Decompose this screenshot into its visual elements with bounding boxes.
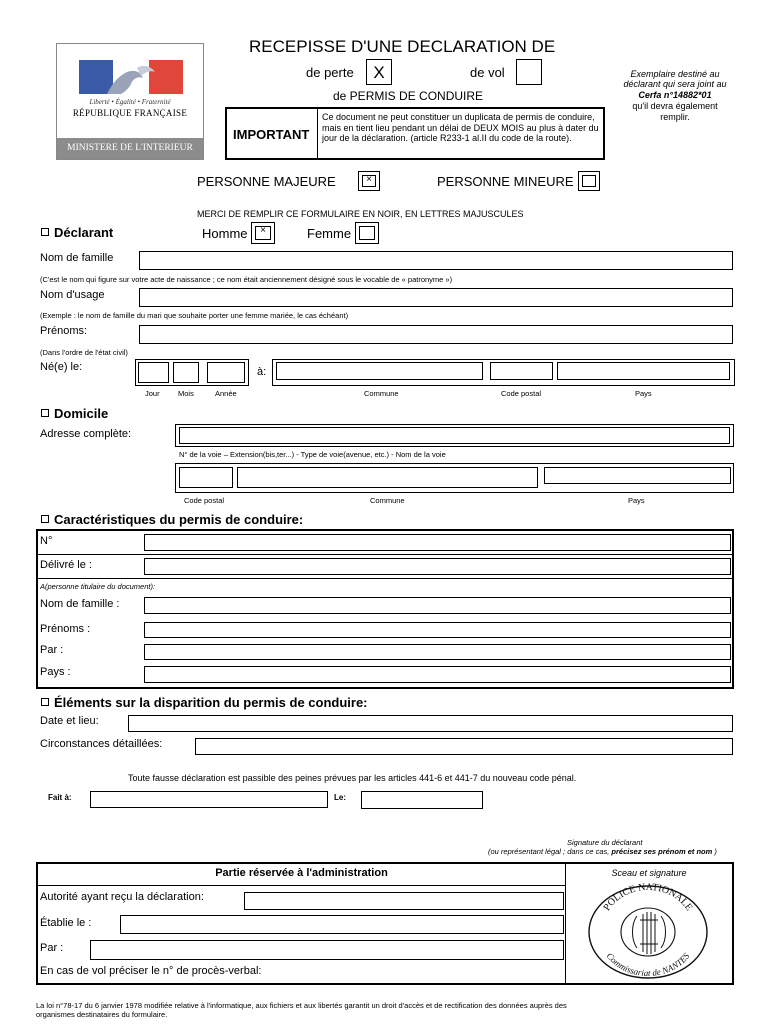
- le-field[interactable]: [361, 791, 483, 809]
- nom-famille-label: Nom de famille: [40, 252, 114, 264]
- permis-pays-field[interactable]: [144, 666, 731, 683]
- mineure-checkbox[interactable]: [578, 171, 600, 191]
- admin-heading: Partie réservée à l'administration: [215, 867, 388, 879]
- autorite-label: Autorité ayant reçu la déclaration:: [40, 891, 204, 903]
- femme-label: Femme: [307, 226, 352, 241]
- vol-checkbox[interactable]: [516, 59, 542, 85]
- annee-caption: Année: [215, 389, 237, 398]
- page-title: RECEPISSE D'UNE DECLARATION DE: [249, 37, 556, 56]
- birth-pays-field[interactable]: [557, 362, 730, 380]
- birth-commune-field[interactable]: [276, 362, 483, 380]
- voie-note: N° de la voie – Extension(bis,ter...) - Type de voie(avenue, etc.) - Nom de la voie: [179, 450, 446, 459]
- disparition-bullet-icon: [41, 698, 49, 706]
- declarant-bullet-icon: [41, 228, 49, 236]
- domicile-pays-field[interactable]: [544, 467, 731, 484]
- pv-label: En cas de vol préciser le n° de procès-verbal:: [40, 965, 262, 977]
- domicile-heading: Domicile: [54, 406, 109, 421]
- permis-numero-label: N°: [40, 535, 53, 547]
- etablie-label: Établie le :: [40, 917, 92, 929]
- permis-prenoms-field[interactable]: [144, 622, 731, 638]
- fait-a-label: Fait à:: [48, 793, 72, 802]
- domicile-commune-field[interactable]: [237, 467, 538, 488]
- signature-line2-bold: précisez ses prénom et nom: [611, 847, 713, 856]
- note-line4: qu'il devra également: [632, 101, 718, 111]
- nom-famille-field[interactable]: [139, 251, 733, 270]
- logo-ministry-band: [57, 138, 203, 159]
- birth-month-field[interactable]: [173, 362, 199, 383]
- signature-line2-suffix: ): [714, 847, 717, 856]
- subtitle: de PERMIS DE CONDUIRE: [333, 89, 484, 103]
- ne-le-label: Né(e) le:: [40, 361, 83, 373]
- perte-checkbox[interactable]: [366, 59, 392, 85]
- marianne-flag-icon: [79, 60, 183, 94]
- mineure-label: PERSONNE MINEURE: [437, 174, 574, 189]
- homme-checkbox[interactable]: ×: [251, 222, 275, 244]
- homme-label: Homme: [202, 226, 248, 241]
- domicile-pays-caption: Pays: [628, 496, 645, 505]
- nom-usage-label: Nom d'usage: [40, 289, 105, 301]
- domicile-bullet-icon: [41, 409, 49, 417]
- stamp-inner-ring: [621, 908, 675, 956]
- prenoms-note: (Dans l'ordre de l'état civil): [40, 348, 128, 357]
- perte-label: de perte: [306, 65, 354, 80]
- domicile-commune-caption: Commune: [370, 496, 405, 505]
- footer-line2: organismes destinataires du formulaire.: [36, 1010, 168, 1019]
- circonstances-field[interactable]: [195, 738, 733, 755]
- stamp-outer-ring: [589, 886, 707, 978]
- instructions: MERCI DE REMPLIR CE FORMULAIRE EN NOIR, EN LETTRES MAJUSCULES: [197, 209, 524, 219]
- date-lieu-field[interactable]: [128, 715, 733, 732]
- warning-text: Toute fausse déclaration est passible des peines prévues par les articles 441-6 et 441-7 du nouveau code pénal.: [128, 773, 577, 783]
- note-line3: Cerfa n°14882*01: [638, 90, 712, 100]
- logo-republic: RÉPUBLIQUE FRANÇAISE: [72, 108, 188, 118]
- important-box: [225, 107, 605, 160]
- permis-bullet-icon: [41, 515, 49, 523]
- ministry-logo: [56, 43, 204, 160]
- note-line1: Exemplaire destiné au: [630, 69, 720, 79]
- admin-par-field[interactable]: [90, 940, 564, 960]
- date-lieu-label: Date et lieu:: [40, 715, 99, 727]
- delivre-label: Délivré le :: [40, 559, 92, 571]
- seal-heading: Sceau et signature: [611, 868, 687, 878]
- logo-motto: Liberté • Égalité • Fraternité: [89, 98, 171, 106]
- le-label: Le:: [334, 793, 346, 802]
- nom-usage-note: (Exemple : le nom de famille du mari que souhaite porter une femme mariée, le cas échéant): [40, 311, 349, 320]
- fait-a-field[interactable]: [90, 791, 328, 808]
- permis-numero-field[interactable]: [144, 534, 731, 551]
- birth-code-postal-field[interactable]: [490, 362, 553, 380]
- important-label: IMPORTANT: [233, 127, 310, 142]
- mois-caption: Mois: [178, 389, 194, 398]
- circonstances-label: Circonstances détaillées:: [40, 738, 163, 750]
- permis-nom-famille-label: Nom de famille :: [40, 598, 120, 610]
- titulaire-note: A(personne titulaire du document):: [40, 582, 156, 591]
- permis-heading: Caractéristiques du permis de conduire:: [54, 512, 304, 527]
- signature-line2: [488, 847, 717, 856]
- permis-pays-label: Pays :: [40, 666, 71, 678]
- note-line5: remplir.: [660, 112, 690, 122]
- commune-caption: Commune: [364, 389, 399, 398]
- etablie-field[interactable]: [120, 915, 564, 934]
- domicile-code-postal-caption: Code postal: [184, 496, 225, 505]
- nom-usage-field[interactable]: [139, 288, 733, 307]
- prenoms-label: Prénoms:: [40, 325, 88, 337]
- signature-line2-prefix: (ou représentant légal ; dans ce cas,: [488, 847, 610, 856]
- pays-caption: Pays: [635, 389, 652, 398]
- logo-ministry: MINISTERE DE L'INTERIEUR: [67, 143, 193, 153]
- nom-famille-note: (C'est le nom qui figure sur votre acte de naissance ; ce nom était anciennement désigné sous le vocable de « patronyme »): [40, 275, 453, 284]
- birth-year-field[interactable]: [207, 362, 245, 383]
- important-text: Ce document ne peut constituer un duplicata de permis de conduire, mais en tient lieu pendant un délai de DEUX MOIS au plus à dater du jour de la déclaration. (article R233-1 al.II du code de la route).: [322, 112, 599, 143]
- police-stamp: [585, 882, 711, 980]
- permis-nom-famille-field[interactable]: [144, 597, 731, 614]
- a-label: à:: [257, 366, 267, 378]
- adresse-label: Adresse complète:: [40, 428, 132, 440]
- declarant-heading: Déclarant: [54, 225, 114, 240]
- permis-prenoms-label: Prénoms :: [40, 623, 91, 635]
- permis-par-label: Par :: [40, 644, 64, 656]
- birth-day-field[interactable]: [138, 362, 169, 383]
- stamp-bottom-text: Commissariat de NANTES: [604, 950, 692, 979]
- majeure-label: PERSONNE MAJEURE: [197, 174, 336, 189]
- permis-par-field[interactable]: [144, 644, 731, 660]
- prenoms-field[interactable]: [139, 325, 733, 344]
- perte-mark: X: [373, 63, 385, 82]
- admin-par-label: Par :: [40, 942, 64, 954]
- note-line2: déclarant qui sera joint au: [623, 79, 727, 89]
- domicile-code-postal-field[interactable]: [179, 467, 233, 488]
- stamp-top-text: POLICE NATIONALE: [601, 882, 695, 914]
- code-postal-caption: Code postal: [501, 389, 542, 398]
- fasces-emblem-icon: [633, 912, 666, 954]
- adresse-field[interactable]: [179, 427, 730, 444]
- autorite-field[interactable]: [244, 892, 564, 910]
- majeure-checkbox[interactable]: ×: [358, 171, 380, 191]
- delivre-field[interactable]: [144, 558, 731, 575]
- disparition-heading: Éléments sur la disparition du permis de conduire:: [54, 695, 368, 710]
- jour-caption: Jour: [145, 389, 160, 398]
- vol-label: de vol: [470, 65, 505, 80]
- femme-checkbox[interactable]: [355, 222, 379, 244]
- footer-line1: La loi n°78-17 du 6 janvier 1978 modifiée relative à l'informatique, aux fichiers et aux libertés garantit un droit d'accès et de rectification des données auprès des: [36, 1001, 567, 1010]
- signature-line1: Signature du déclarant: [567, 838, 643, 847]
